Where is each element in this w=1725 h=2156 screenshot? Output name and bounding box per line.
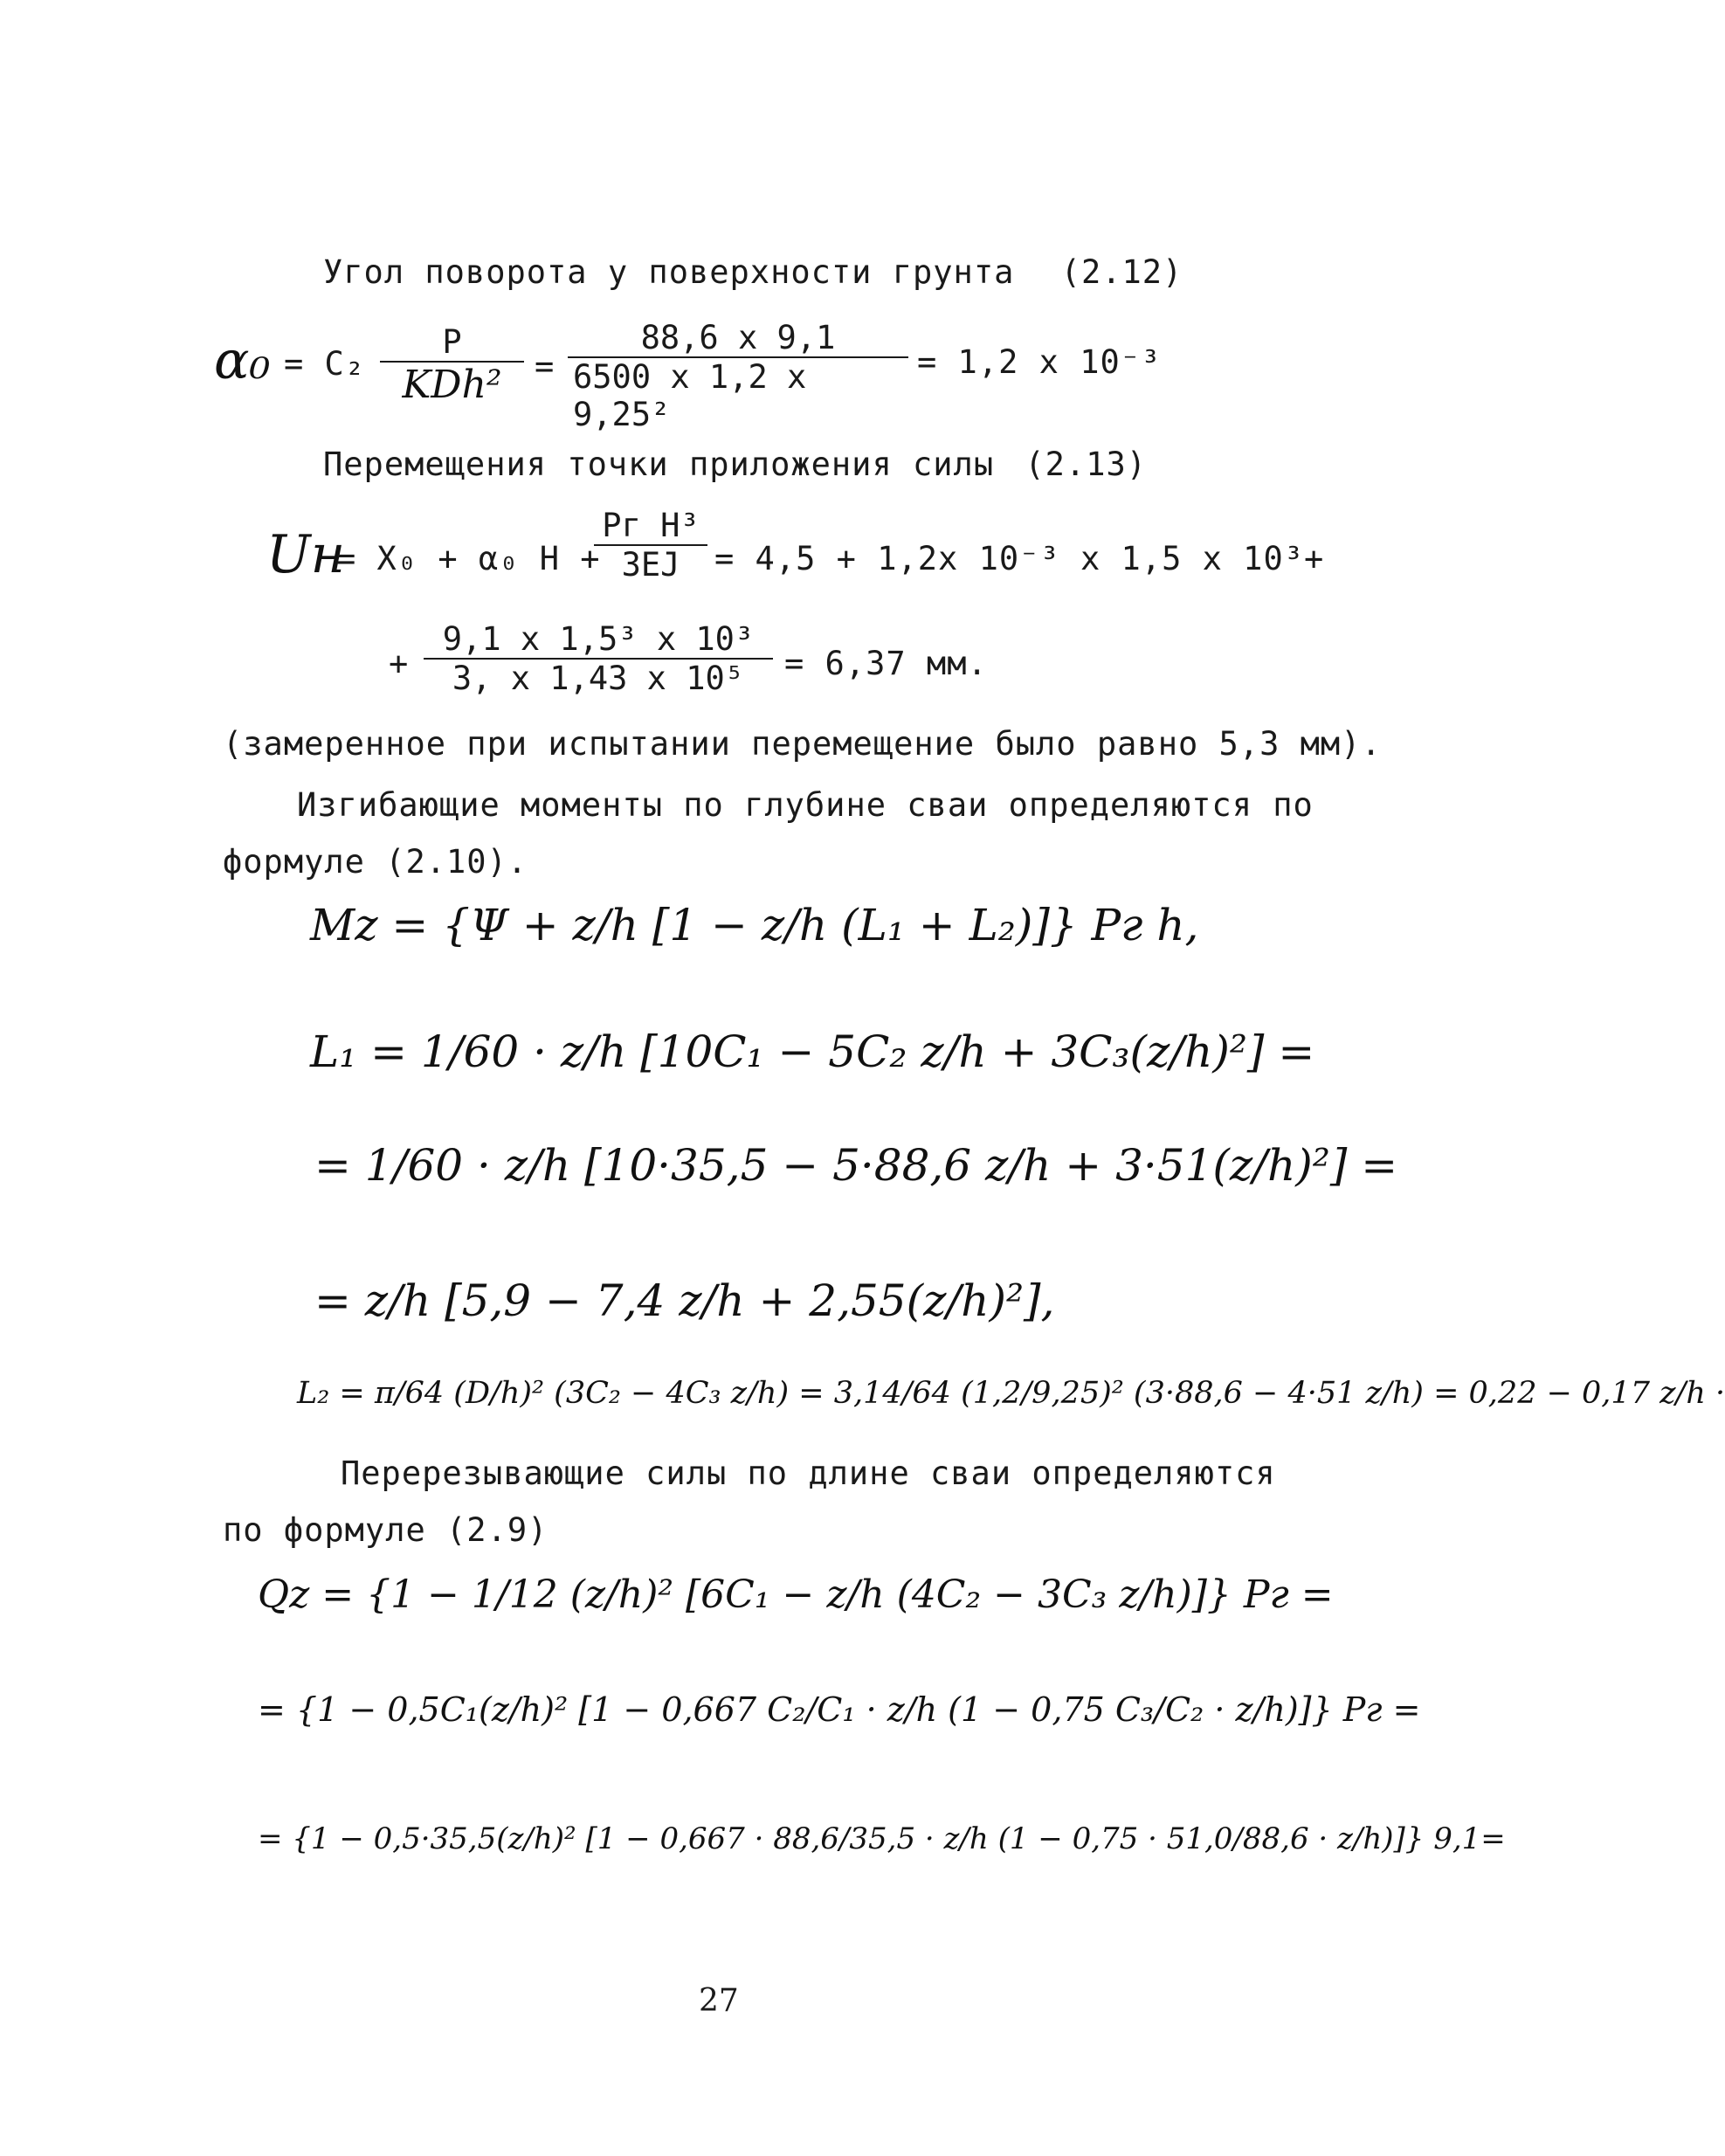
measured-note: (замеренное при испытании перемещение было равно 5,3 мм). [223, 725, 1382, 763]
equation-text: = C₂ [284, 345, 366, 383]
u-symbol: Uн [266, 524, 346, 585]
formula-ref: (2.13) [1025, 446, 1148, 483]
fraction-numeric-2 [424, 620, 773, 697]
numerator: 9,1 x 1,5³ x 10³ [442, 620, 755, 658]
equation-L1-line1: L₁ = 1/60 · z/h [10C₁ − 5C₂ z/h + 3C₃(z/h)²] = [310, 1026, 1315, 1077]
numerator: P [442, 323, 462, 361]
heading-text: Перемещения точки приложения силы [323, 446, 995, 483]
paragraph-text: Перерезывающие силы по длине сваи определяются [341, 1455, 1276, 1492]
denominator: 6500 x 1,2 x 9,25² [573, 358, 807, 433]
equation-Q-line3: = {1 − 0,5·35,5(z/h)² [1 − 0,667 · 88,6/35,5 · z/h (1 − 0,75 · 51,0/88,6 · z/h)]} 9,1= [258, 1821, 1506, 1856]
equation-text: = 6,37 мм. [784, 645, 988, 682]
equation-M: Mz = {Ψ + z/h [1 − z/h (L₁ + L₂)]} Pг h, [310, 900, 1199, 950]
displacement-heading [323, 446, 1147, 483]
equation-L1-line3: = z/h [5,9 − 7,4 z/h + 2,55(z/h)²], [314, 1275, 1055, 1326]
rotation-angle-heading [323, 253, 1183, 291]
equation-Q-line2: = {1 − 0,5C₁(z/h)² [1 − 0,667 C₂/C₁ · z/h (1 − 0,75 C₃/C₂ · z/h)]} Pг = [258, 1690, 1421, 1729]
equation-Q-line1: Qz = {1 − 1/12 (z/h)² [6C₁ − z/h (4C₂ − 3C₃ z/h)]} Pг = [258, 1572, 1334, 1617]
fraction-numeric [568, 319, 908, 433]
paragraph-text: формуле (2.10). [223, 843, 528, 881]
equation-L2: L₂ = π/64 (D/h)² (3C₂ − 4C₃ z/h) = 3,14/64 (1,2/9,25)² (3·88,6 − 4·51 z/h) = 0,22 − 0,17 z/h · [297, 1376, 1725, 1411]
equals-sign: = [535, 348, 555, 385]
formula-ref: (2.12) [1060, 253, 1183, 291]
paragraph-text: по формуле (2.9) [223, 1511, 549, 1549]
equation-text: = X₀ + α₀ H + [336, 540, 601, 577]
equation-L1-line2: = 1/60 · z/h [10·35,5 − 5·88,6 z/h + 3·51(z/h)²] = [314, 1140, 1398, 1191]
result-value: = 1,2 x 10⁻³ [917, 343, 1162, 381]
alpha-symbol: α₀ [214, 330, 271, 391]
heading-text: Угол поворота у поверхности грунта [323, 253, 1015, 291]
fraction-pr-h3 [594, 507, 707, 584]
paragraph-text: Изгибающие моменты по глубине сваи определяются по [297, 786, 1314, 824]
plus-sign: + [389, 645, 410, 682]
numerator: 88,6 x 9,1 [640, 319, 836, 356]
denominator: 3EJ [621, 546, 680, 584]
numerator: Pг H³ [602, 507, 700, 544]
denominator: 3, x 1,43 x 10⁵ [452, 660, 745, 697]
page-number: 27 [699, 1983, 739, 2019]
equation-text: = 4,5 + 1,2x 10⁻³ x 1,5 x 10³+ [714, 540, 1325, 577]
fraction-p-over-kdh [380, 323, 524, 407]
denominator: KDh² [402, 363, 502, 407]
